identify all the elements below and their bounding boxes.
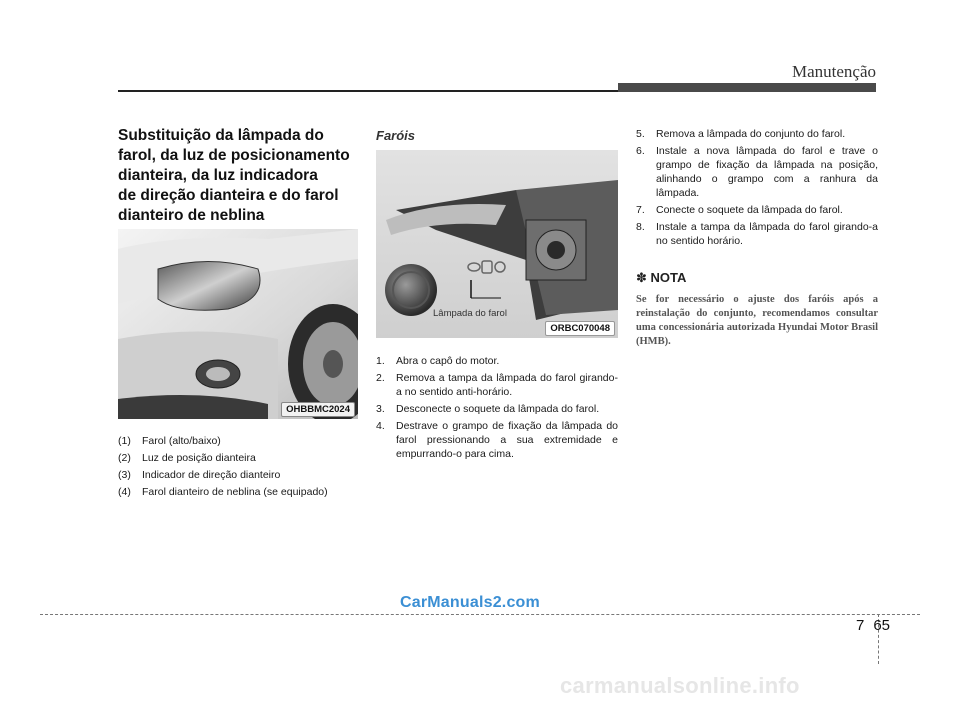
procedure-steps (376, 354, 618, 464)
photo-code: ORBC070048 (545, 321, 615, 336)
watermark-top[interactable]: CarManuals2.com (400, 594, 540, 611)
step-number: 8. (636, 221, 645, 233)
component-legend (118, 434, 368, 502)
step-number: 6. (636, 145, 645, 157)
procedure-steps-continued (636, 127, 878, 251)
section-title-line: Substituição da lâmpada do (118, 127, 324, 144)
item-text: Farol dianteiro de neblina (se equipado) (142, 486, 328, 498)
list-item (376, 371, 618, 399)
step-text: Instale a tampa da lâmpada do farol girando-a no sentido horário. (656, 221, 878, 247)
item-text: Indicador de direção dianteiro (142, 469, 281, 481)
item-text: Farol (alto/baixo) (142, 435, 221, 447)
header-rule-bar (618, 83, 876, 92)
callout-label: Lâmpada do farol (433, 308, 507, 319)
page-index: 65 (873, 617, 891, 634)
item-text: Luz de posição dianteira (142, 452, 256, 464)
section-number: 7 (856, 617, 865, 634)
note-title (636, 270, 686, 286)
list-item (636, 203, 878, 217)
step-text: Abra o capô do motor. (396, 355, 500, 367)
step-number: 7. (636, 204, 645, 216)
list-item (636, 144, 878, 200)
page-number (856, 617, 890, 634)
step-text: Instale a nova lâmpada do farol e trave o grampo de fixação da lâmpada na posição, alinhando o grampo com a ranhura da lâmpada. (656, 145, 878, 199)
headlamp-illustration (376, 150, 618, 338)
header-rule (118, 90, 618, 92)
step-number: 4. (376, 420, 385, 432)
step-number: 2. (376, 372, 385, 384)
item-number: (3) (118, 469, 131, 481)
step-text: Remova a lâmpada do conjunto do farol. (656, 128, 846, 140)
step-text: Destrave o grampo de fixação da lâmpada do farol pressionando a sua extremidade e empurrando-o para cima. (396, 420, 618, 460)
watermark-bottom: carmanualsonline.info (560, 673, 800, 698)
list-item (636, 220, 878, 248)
car-front-photo (118, 229, 358, 419)
step-text: Desconecte o soquete da lâmpada do farol. (396, 403, 600, 415)
step-text: Remova a tampa da lâmpada do farol girando-a no sentido anti-horário. (396, 372, 618, 398)
asterisk-icon: ✽ (636, 270, 647, 285)
note-label: NOTA (650, 270, 687, 285)
list-item (376, 419, 618, 461)
list-item (118, 451, 368, 465)
list-item (376, 402, 618, 416)
section-title-line: de direção dianteira e do farol (118, 187, 339, 204)
section-title (118, 126, 368, 226)
headlamp-photo (376, 150, 618, 338)
item-number: (4) (118, 486, 131, 498)
step-number: 5. (636, 128, 645, 140)
list-item (636, 127, 878, 141)
step-number: 1. (376, 355, 385, 367)
list-item (118, 434, 368, 448)
item-number: (1) (118, 435, 131, 447)
section-title-line: dianteira, da luz indicadora (118, 167, 318, 184)
photo-code: OHBBMC2024 (281, 402, 355, 417)
list-item (118, 468, 368, 482)
step-number: 3. (376, 403, 385, 415)
item-number: (2) (118, 452, 131, 464)
subsection-title: Faróis (376, 128, 416, 143)
car-front-illustration (118, 229, 358, 419)
footer-rule (40, 614, 920, 615)
list-item (118, 485, 368, 499)
step-text: Conecte o soquete da lâmpada do farol. (656, 204, 843, 216)
section-title-line: dianteiro de neblina (118, 207, 265, 224)
running-head: Manutenção (791, 62, 876, 81)
list-item (376, 354, 618, 368)
section-title-line: farol, da luz de posicionamento (118, 147, 350, 164)
note-body: Se for necessário o ajuste dos faróis após a reinstalação do conjunto, recomendamos consultar uma concessionária autorizada Hyundai Motor Brasil (HMB). (636, 294, 878, 347)
